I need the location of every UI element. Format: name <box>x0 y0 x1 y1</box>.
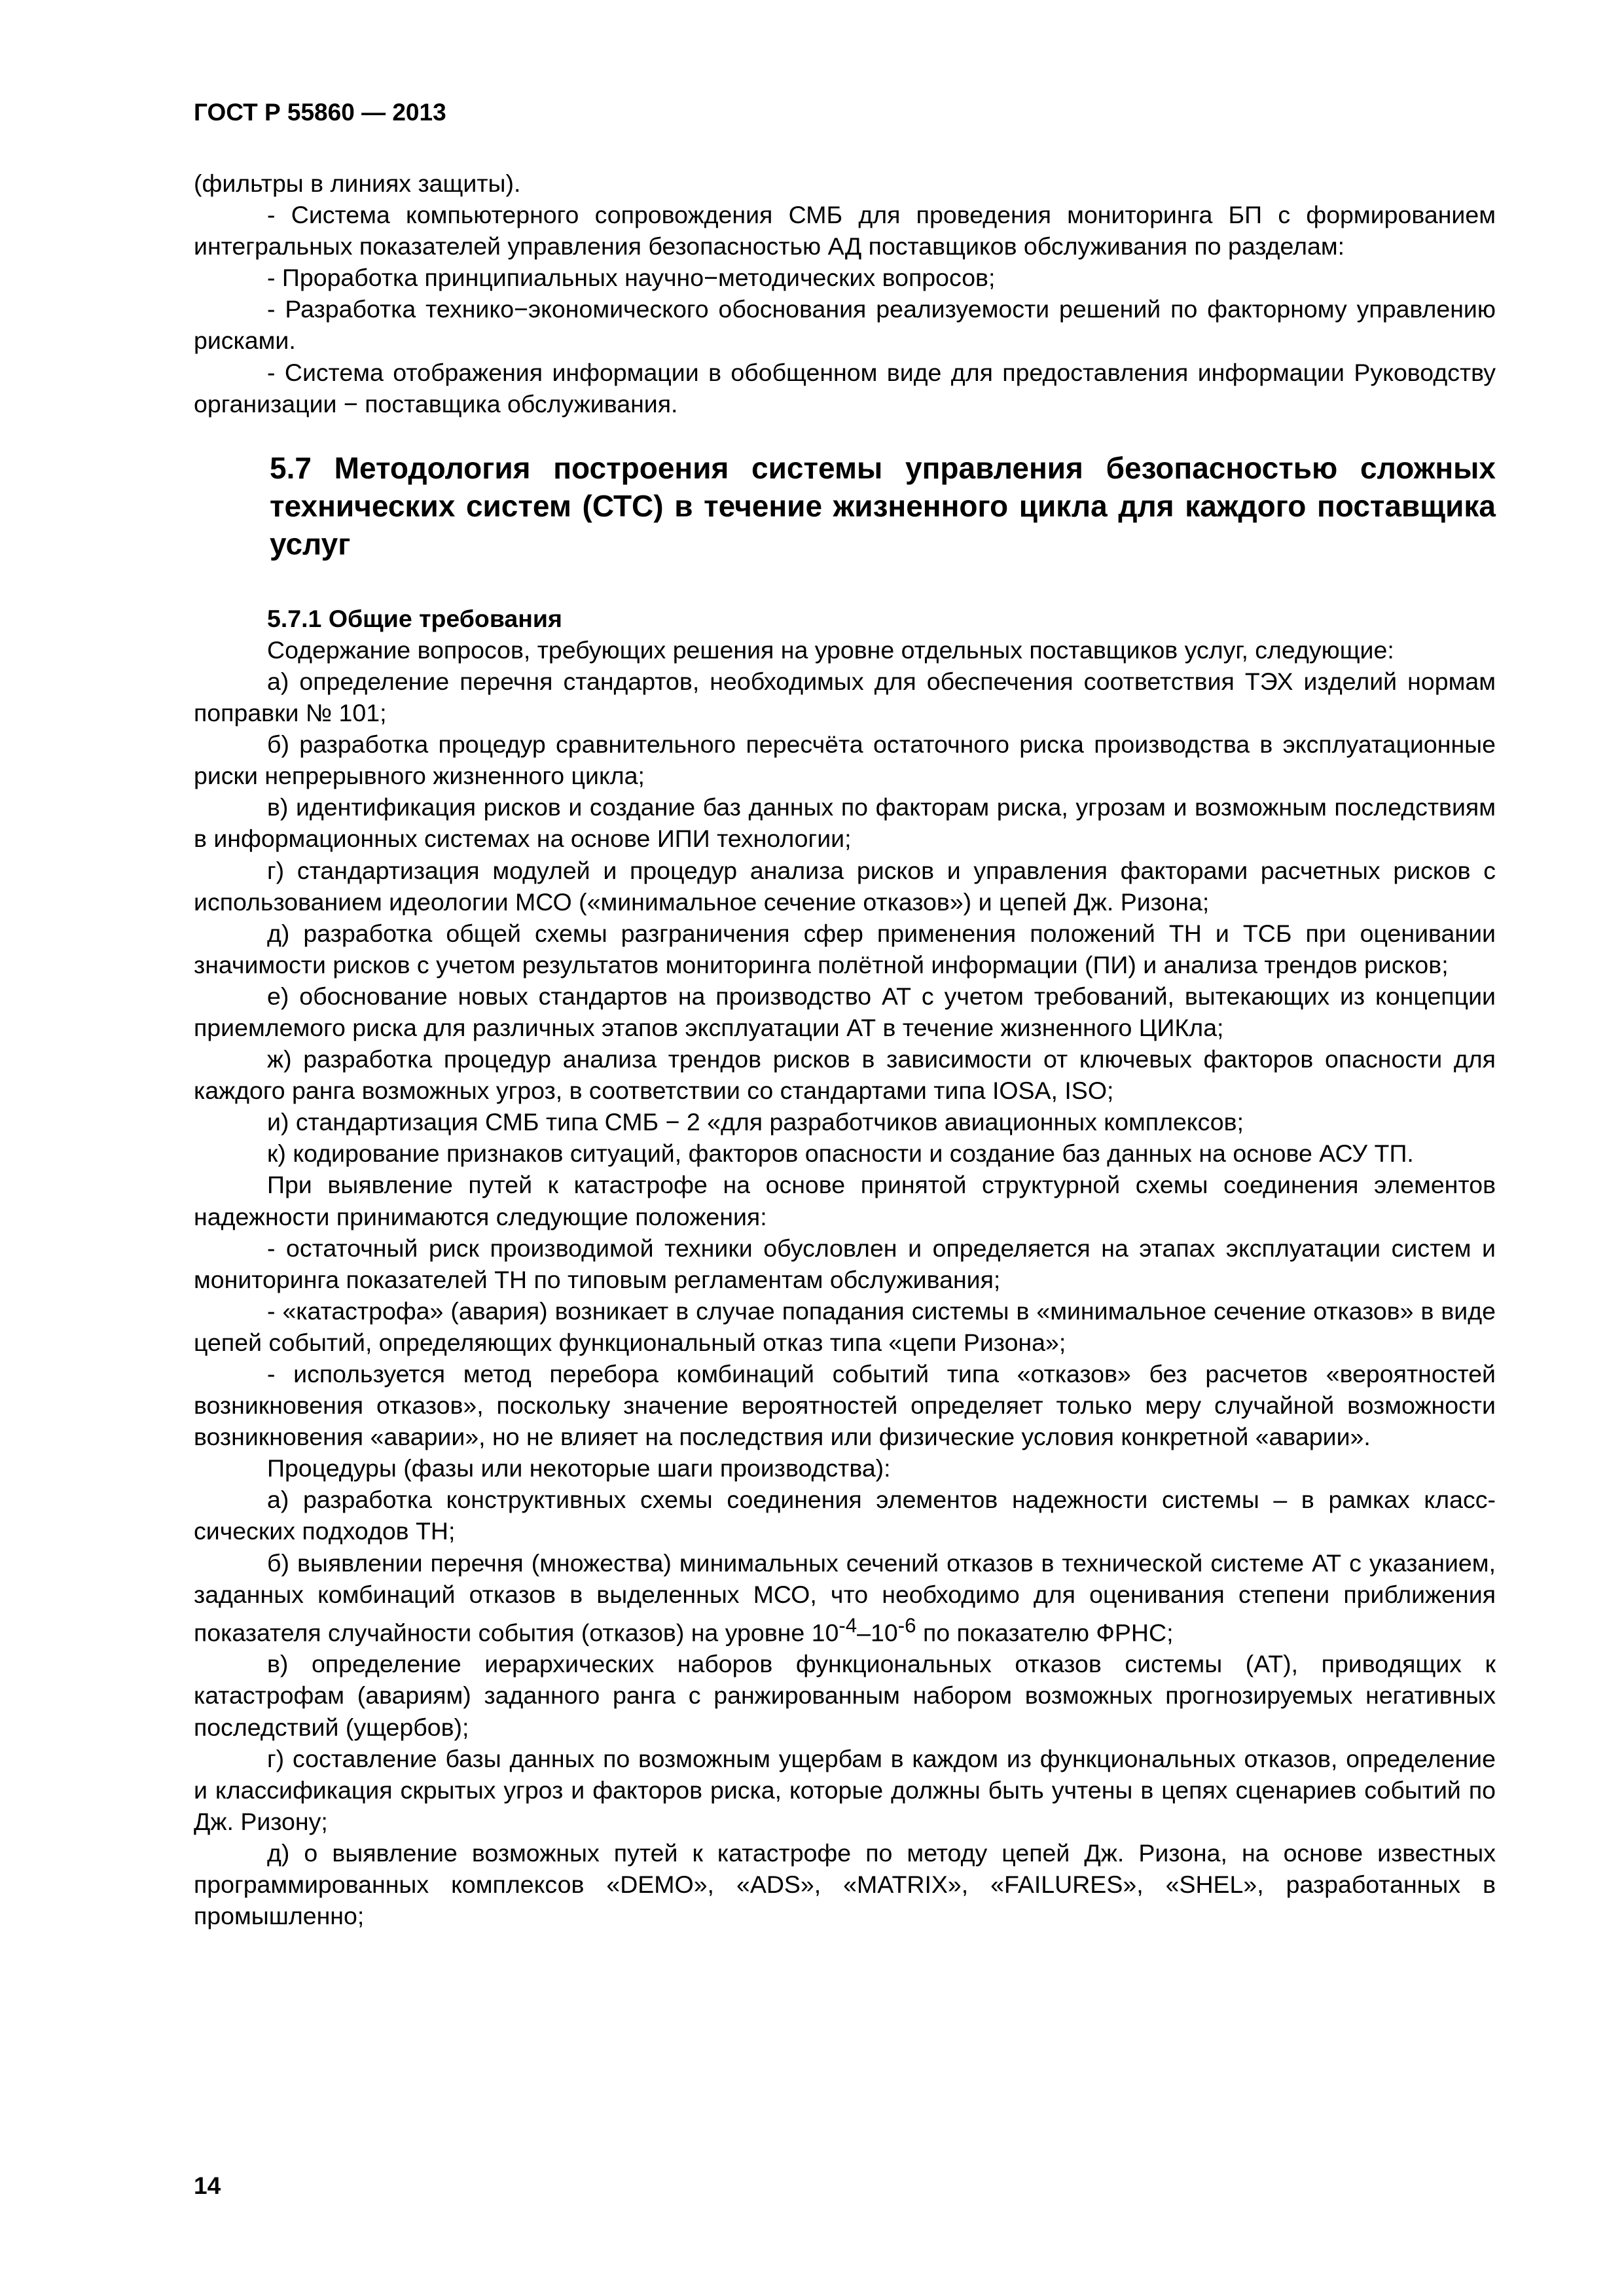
paragraph: При выявление путей к катастрофе на основе принятой структурной схемы соединения элементов надежности принимаются следующие положения: <box>194 1171 1496 1230</box>
list-item: - «катастрофа» (авария) возникает в случае попадания системы в «минимальное сечение отказов» в виде цепей событий, определяющих функциональный отказ типа «цепи Ризона»; <box>194 1297 1496 1356</box>
list-item: к) кодирование признаков ситуаций, факторов опасности и создание баз данных на основе АСУ ТП. <box>267 1139 1414 1168</box>
paragraph: Процедуры (фазы или некоторые шаги производства): <box>267 1454 891 1482</box>
list-item: а) определение перечня стандартов, необходимых для обеспечения соответствия ТЭХ изделий нормам поправки № 101; <box>194 667 1496 727</box>
list-item: - остаточный риск производимой техники обусловлен и определяется на этапах эксплуатации систем и мониторинга показателей ТН по типовым регламентам обслуживания; <box>194 1234 1496 1293</box>
list-item: д) о выявление возможных путей к катастрофе по методу цепей Дж. Ризона, на основе известных программированных комплексов «DEMO», «ADS», «MATRIX», «FAILURES», «SHEL», разработанных в промышленно; <box>194 1839 1496 1930</box>
list-item: г) стандартизация модулей и процедур анализа рисков и управления факторами расчетных рисков с использованием идеологии МСО («минимальное сечение отказов») и цепей Дж. Ризона; <box>194 856 1496 916</box>
document-body <box>194 168 1496 1931</box>
list-item: б) разработка процедур сравнительного пересчёта остаточного риска производства в эксплуатационные риски непрерывного жизненного цикла; <box>194 730 1496 790</box>
list-item: в) определение иерархических наборов функциональных отказов системы (АТ), приводящих к катастрофам (авариям) заданного ранга с ранжированным набором возможных прогнозируемых негативных последствий (ущербов); <box>194 1650 1496 1741</box>
list-item: а) разработка конструктивных схемы соединения элементов надежности системы – в рамках класс-сических подходов ТН; <box>194 1486 1496 1545</box>
paragraph: - Система компьютерного сопровождения СМБ для проведения мониторинга БП с формированием интегральных показателей управления безопасностью АД поставщиков обслуживания по разделам: <box>194 201 1496 260</box>
exponent: -4 <box>839 1613 857 1637</box>
list-item: и) стандартизация СМБ типа СМБ − 2 «для разработчиков авиационных комплексов; <box>267 1108 1244 1136</box>
list-item <box>194 1547 1496 1649</box>
paragraph: - Проработка принципиальных научно−методических вопросов; <box>267 264 996 292</box>
paragraph: - Разработка технико−экономического обоснования реализуемости решений по факторному управлению рисками. <box>194 295 1496 355</box>
document-header: ГОСТ Р 55860 — 2013 <box>194 99 446 126</box>
exponent: -6 <box>897 1613 916 1637</box>
paragraph: (фильтры в линиях защиты). <box>194 170 521 197</box>
list-item: ж) разработка процедур анализа трендов рисков в зависимости от ключевых факторов опасности для каждого ранга возможных угроз, в соответствии со стандартами типа IOSA, ISO; <box>194 1045 1496 1105</box>
list-item: е) обоснование новых стандартов на производство АТ с учетом требований, вытекающих из концепции приемлемого риска для различных этапов эксплуатации АТ в течение жизненного ЦИКла; <box>194 982 1496 1041</box>
paragraph: - Система отображения информации в обобщенном виде для предоставления информации Руководству организации − поставщика обслуживания. <box>194 358 1496 418</box>
list-item: в) идентификация рисков и создание баз данных по факторам риска, угрозам и возможным последствиям в информационных системах на основе ИПИ технологии; <box>194 793 1496 853</box>
paragraph-b-tail: по показателю ФРНС; <box>916 1619 1174 1647</box>
section-title: 5.7 Методология построения системы управления безопасностью сложных технических систем (СТС) в течение жизненного цикла для каждого поставщика услуг <box>270 450 1496 561</box>
list-item: г) составление базы данных по возможным ущербам в каждом из функциональных отказов, определение и классификация скрытых угроз и факторов риска, которые должны быть учтены в цепях сценариев событий по Дж. Ризону; <box>194 1744 1496 1835</box>
list-item: - используется метод перебора комбинаций событий типа «отказов» без расчетов «вероятностей возникновения отказов», поскольку значение вероятностей определяет только меру случайной возможности возникновения «аварии», но не влияет на последствия или физические условия конкретной «аварии». <box>194 1360 1496 1451</box>
page-number: 14 <box>194 2172 221 2199</box>
range-dash: –10 <box>857 1619 898 1647</box>
paragraph: Содержание вопросов, требующих решения на уровне отдельных поставщиков услуг, следующие: <box>267 636 1394 664</box>
subsection-title: 5.7.1 Общие требования <box>267 604 562 632</box>
paragraph-b-text: б) выявлении перечня (множества) минимальных сечений отказов в технической системе АТ с указанием, заданных комбинаций отказов в выделенных МСО, что необходимо для оценивания степени приближения показателя случайности события (отказов) на уровне 10 <box>194 1549 1496 1647</box>
list-item: д) разработка общей схемы разграничения сфер применения положений ТН и ТСБ при оценивании значимости рисков с учетом результатов мониторинга полётной информации (ПИ) и анализа трендов рисков; <box>194 919 1496 978</box>
